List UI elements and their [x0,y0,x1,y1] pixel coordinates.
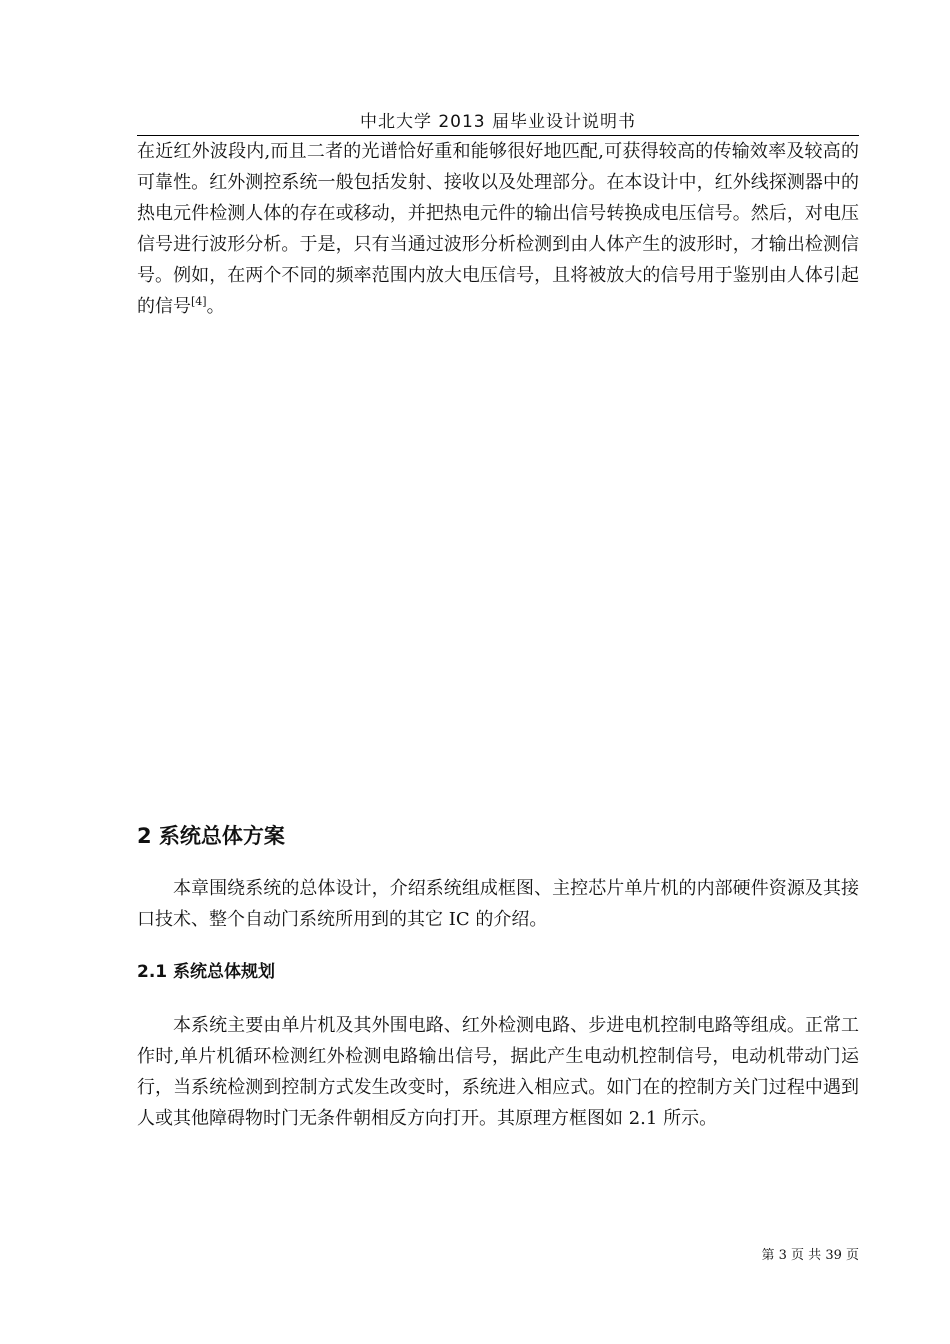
citation-reference[interactable]: [4] [191,295,207,308]
page-header: 中北大学 2013 届毕业设计说明书 [137,111,859,136]
page-footer: 第 3 页 共 39 页 [761,1248,859,1263]
chapter-intro-paragraph: 本章围绕系统的总体设计，介绍系统组成框图、主控芯片单片机的内部硬件资源及其接口技术、整个自动门系统所用到的其它 IC 的介绍。 [137,878,859,930]
subsection-heading: 2.1 系统总体规划 [137,962,276,982]
intro-paragraph [137,136,859,322]
intro-paragraph-ending: 。 [206,296,225,317]
subsection-paragraph: 本系统主要由单片机及其外围电路、红外检测电路、步进电机控制电路等组成。正常工作时,单片机循环检测红外检测电路输出信号，据此产生电动机控制信号，电动机带动门运行，当系统检测到控制方式发生改变时，系统进入相应式。如门在的控制方关门过程中遇到人或其他障碍物时门无条件朝相反方向打开。其原理方框图如 2.1 所示。 [137,1015,859,1129]
intro-paragraph-text: 在近红外波段内,而且二者的光谱恰好重和能够很好地匹配,可获得较高的传输效率及较高的可靠性。红外测控系统一般包括发射、接收以及处理部分。在本设计中，红外线探测器中的热电元件检测人体的存在或移动，并把热电元件的输出信号转换成电压信号。然后，对电压信号进行波形分析。于是，只有当通过波形分析检测到由人体产生的波形时，才输出检测信号。例如，在两个不同的频率范围内放大电压信号，且将被放大的信号用于鉴别由人体引起的信号 [137,141,859,317]
chapter-heading: 2 系统总体方案 [137,824,285,848]
